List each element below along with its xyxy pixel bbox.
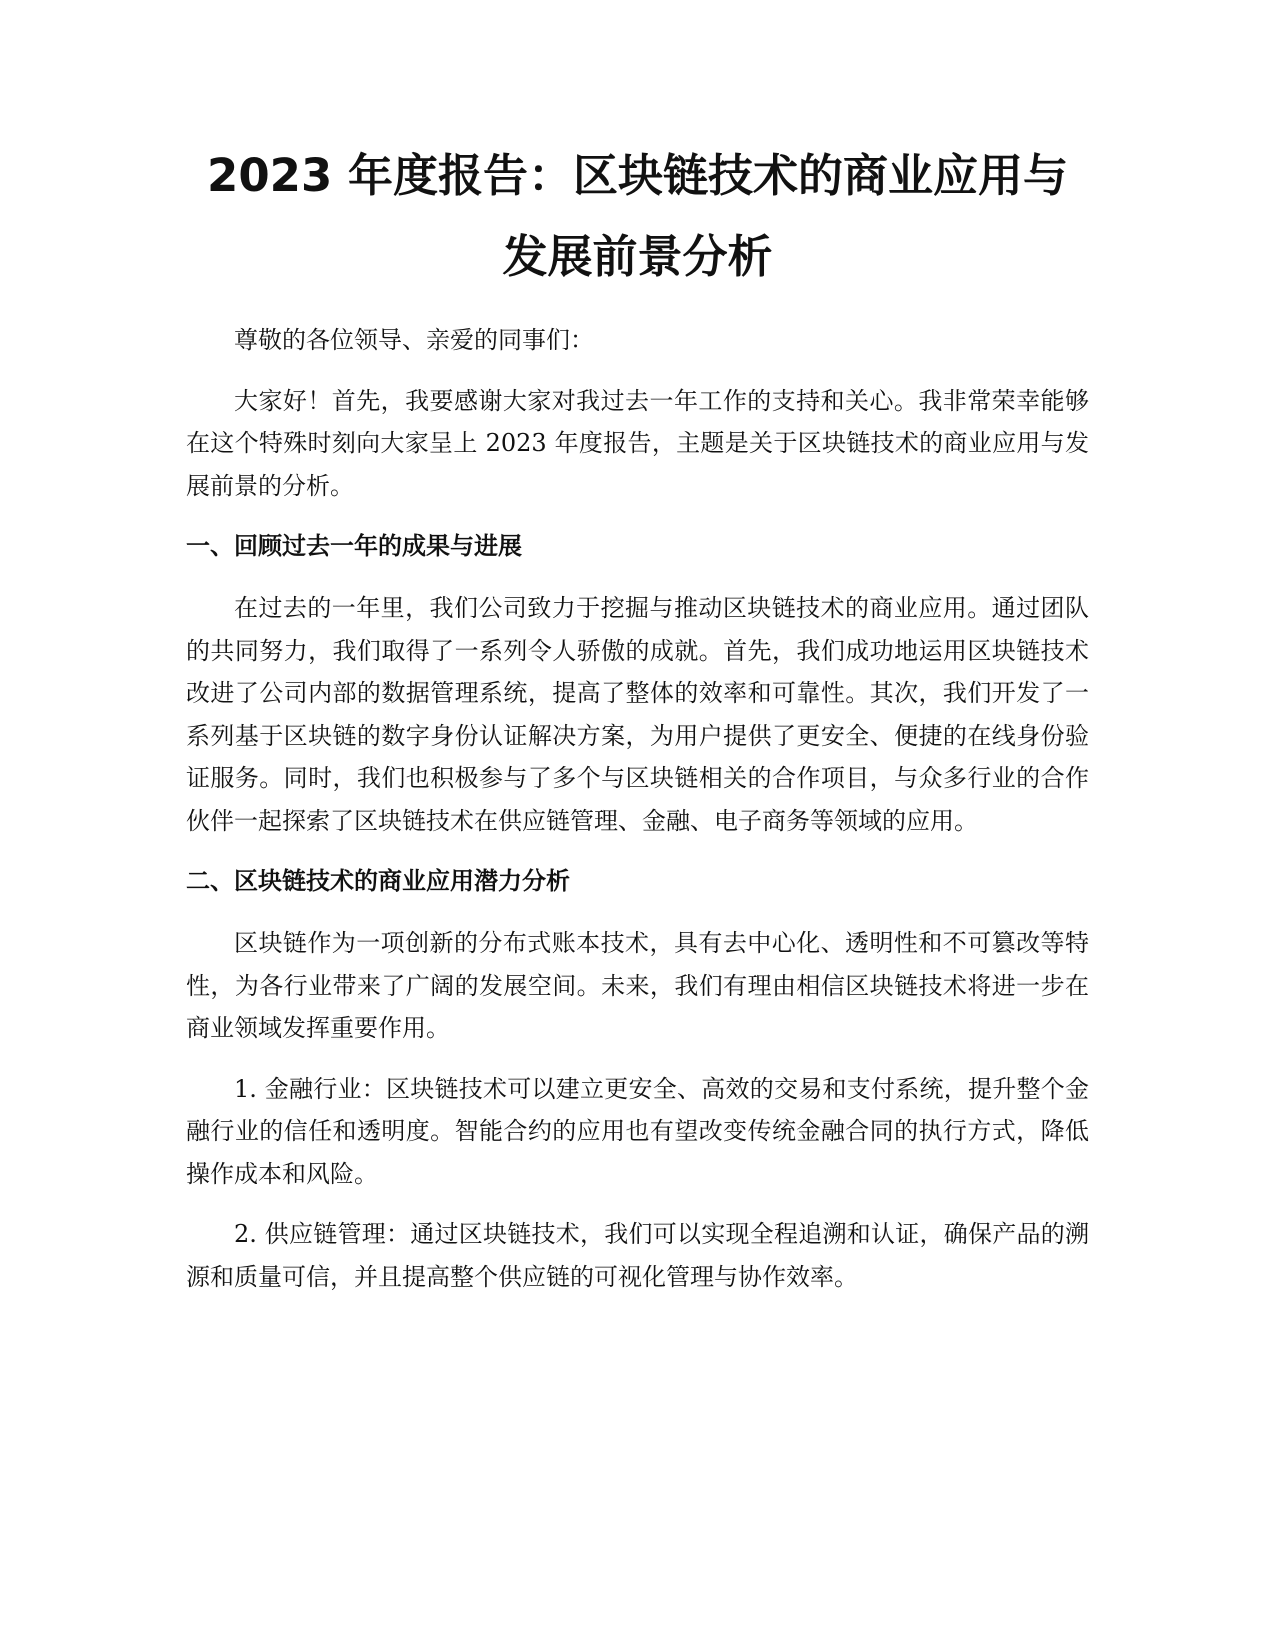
document-title: 2023 年度报告：区块链技术的商业应用与发展前景分析 [207, 149, 1068, 283]
section2-paragraph: 区块链作为一项创新的分布式账本技术，具有去中心化、透明性和不可篡改等特性，为各行业带来了广阔的发展空间。未来，我们有理由相信区块链技术将进一步在商业领域发挥重要作用。 [186, 929, 1089, 1042]
section1-heading: 一、回顾过去一年的成果与进展 [186, 532, 522, 560]
list-item-finance: 1. 金融行业：区块链技术可以建立更安全、高效的交易和支付系统，提升整个金融行业的信任和透明度。智能合约的应用也有望改变传统金融合同的执行方式，降低操作成本和风险。 [186, 1074, 1089, 1188]
greeting-paragraph: 尊敬的各位领导、亲爱的同事们： [234, 326, 594, 354]
intro-paragraph: 大家好！首先，我要感谢大家对我过去一年工作的支持和关心。我非常荣幸能够在这个特殊时刻向大家呈上 2023 年度报告，主题是关于区块链技术的商业应用与发展前景的分析。 [186, 386, 1089, 500]
list-item-supply-chain: 2. 供应链管理：通过区块链技术，我们可以实现全程追溯和认证，确保产品的溯源和质量可信，并且提高整个供应链的可视化管理与协作效率。 [186, 1220, 1089, 1291]
section2-heading: 二、区块链技术的商业应用潜力分析 [186, 867, 570, 895]
document-page [186, 135, 1089, 1316]
section1-paragraph: 在过去的一年里，我们公司致力于挖掘与推动区块链技术的商业应用。通过团队的共同努力，我们取得了一系列令人骄傲的成就。首先，我们成功地运用区块链技术改进了公司内部的数据管理系统，提高了整体的效率和可靠性。其次，我们开发了一系列基于区块链的数字身份认证解决方案，为用户提供了更安全、便捷的在线身份验证服务。同时，我们也积极参与了多个与区块链相关的合作项目，与众多行业的合作伙伴一起探索了区块链技术在供应链管理、金融、电子商务等领域的应用。 [186, 594, 1089, 835]
